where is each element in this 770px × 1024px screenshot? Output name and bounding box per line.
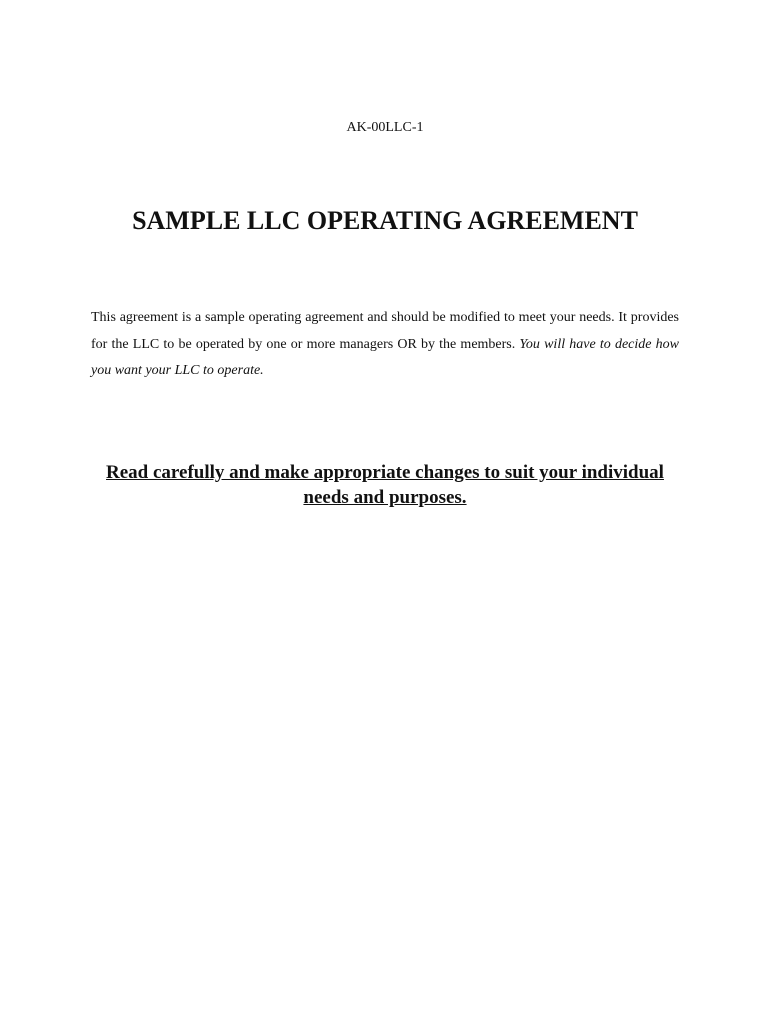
instructions-notice: Read carefully and make appropriate changes to suit your individual needs and purposes. xyxy=(106,462,664,508)
document-code: AK-00LLC-1 xyxy=(346,120,424,135)
intro-paragraph xyxy=(91,305,679,385)
document-title: SAMPLE LLC OPERATING AGREEMENT xyxy=(132,206,638,235)
intro-text: This agreement is a sample operating agreement and should be modified to meet your needs. It provides for the LLC to be operated by one or more managers OR by the members. xyxy=(91,310,679,352)
intro-italic-text: You will have to decide how you want your LLC to operate. xyxy=(91,336,679,378)
